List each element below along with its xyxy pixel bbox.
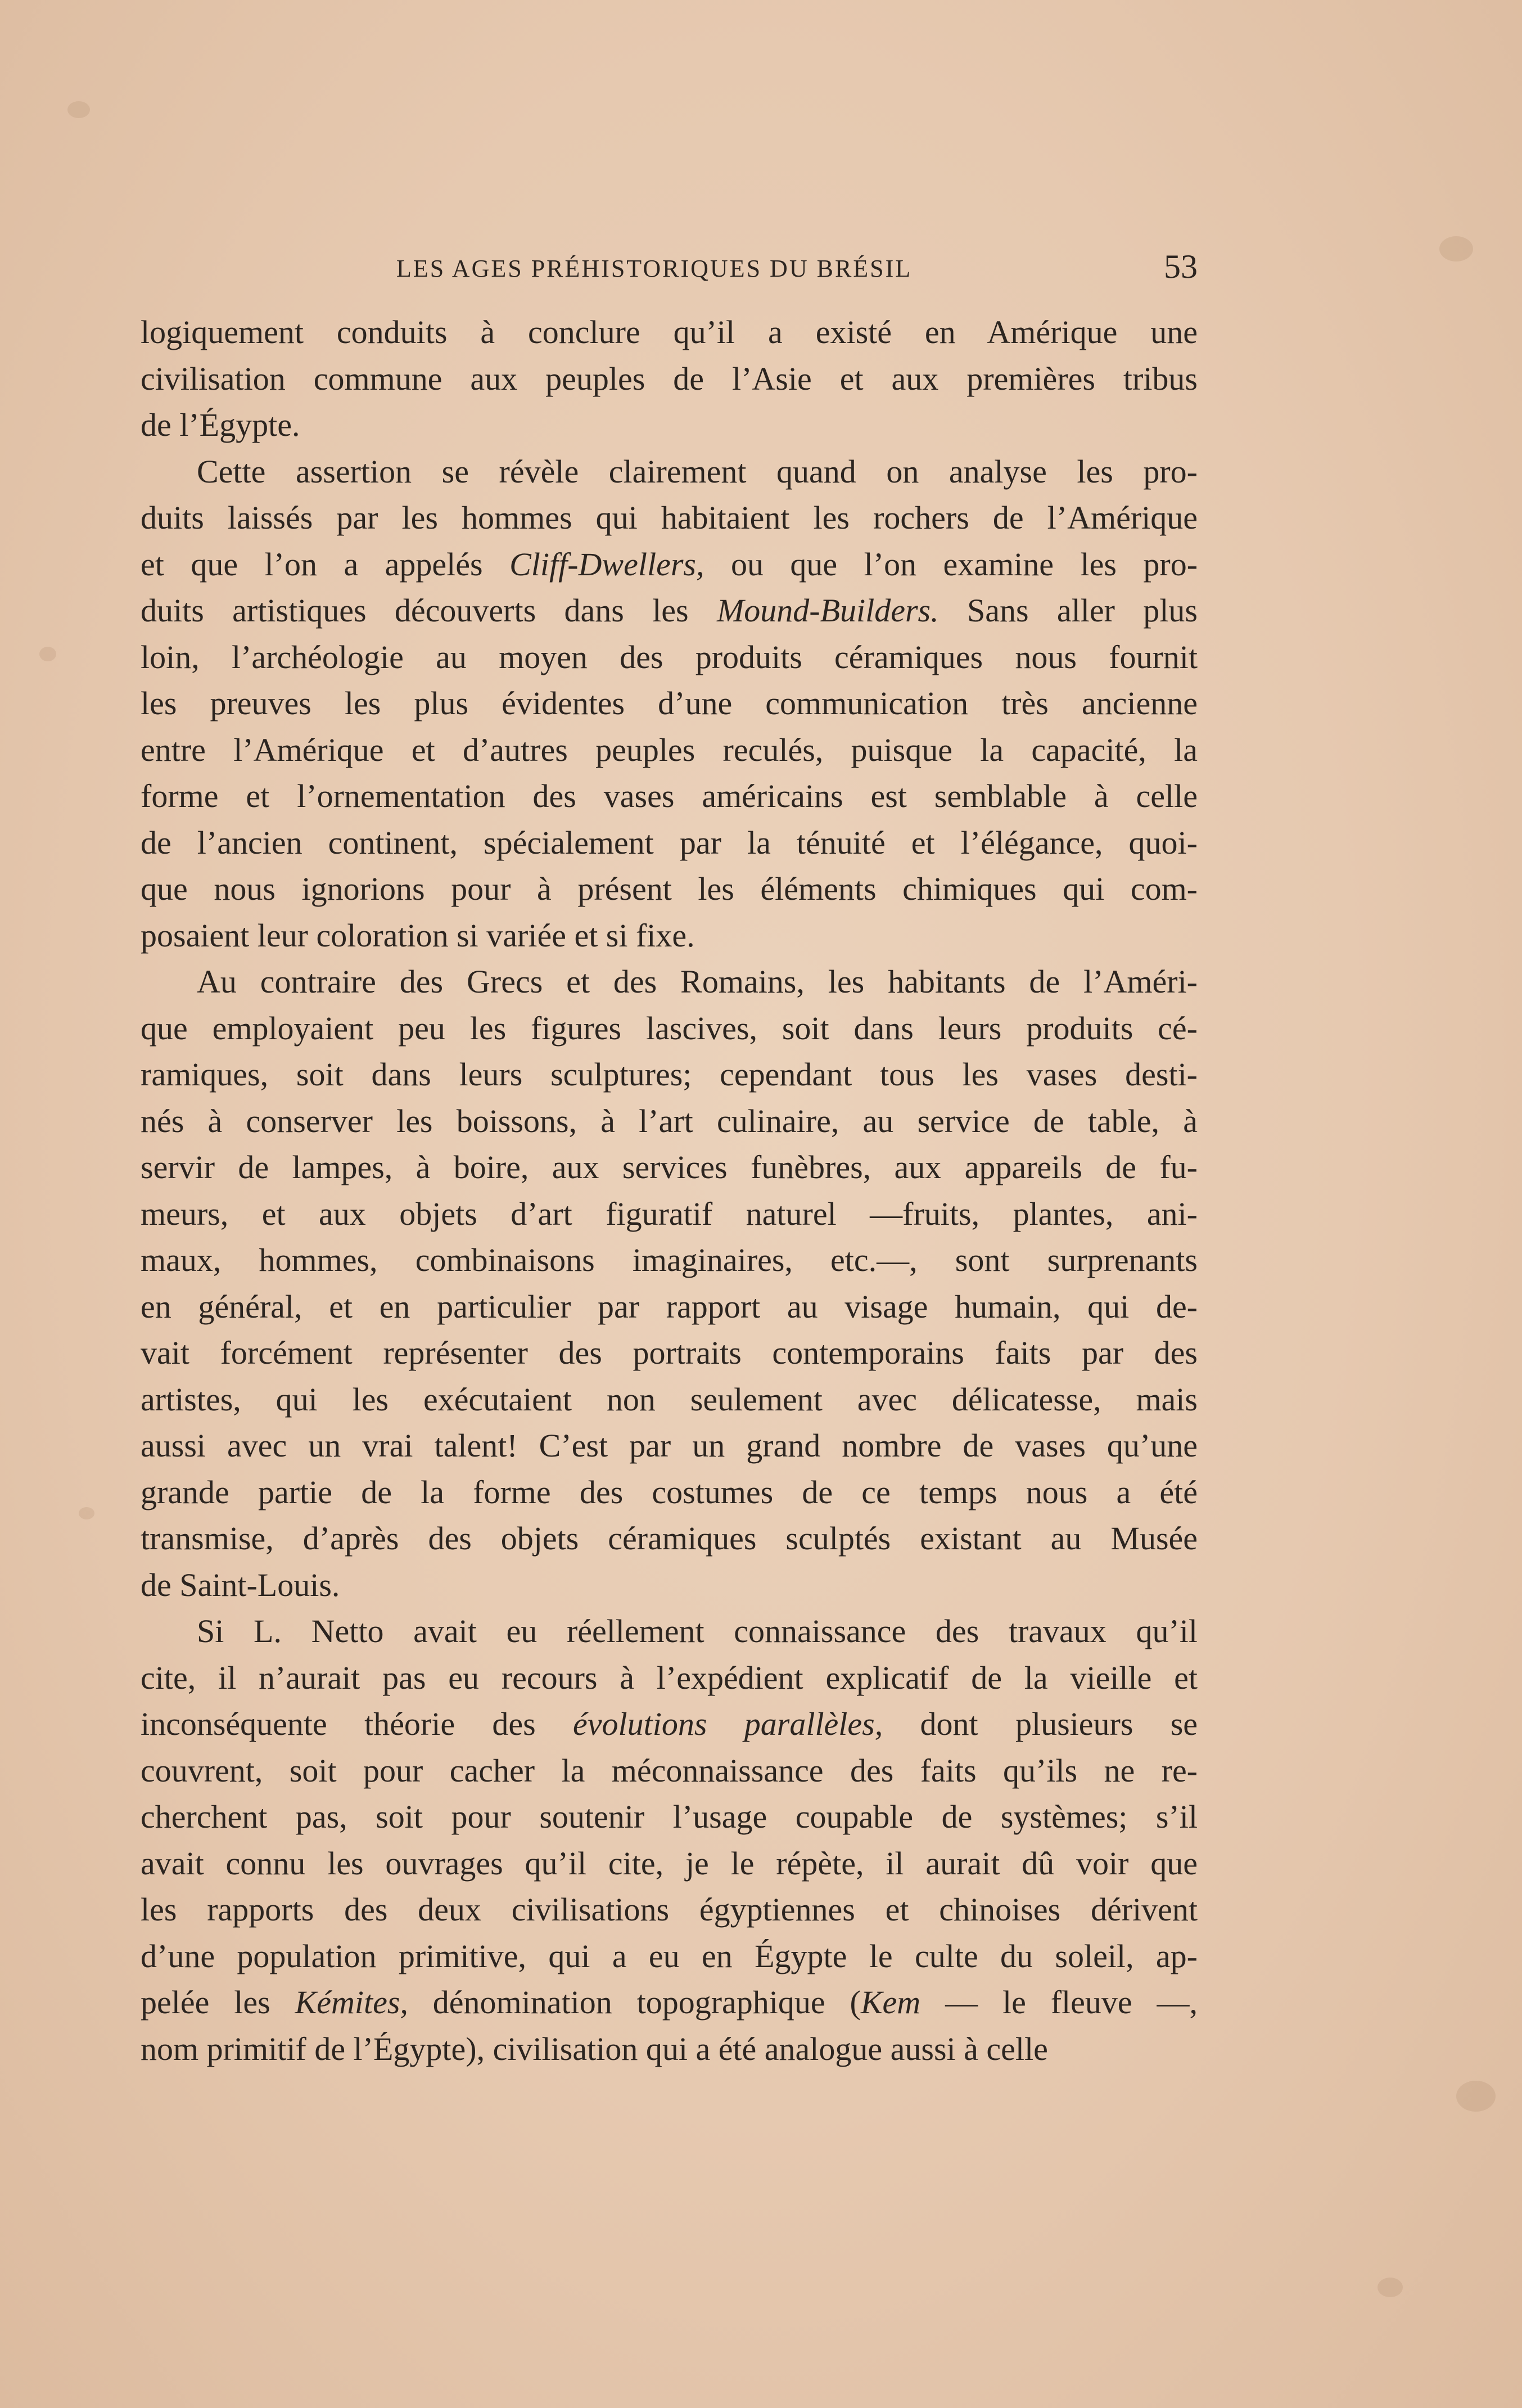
text-line: en général, et en particulier par rapport au visage humain, qui de-	[141, 1288, 1198, 1325]
text-line: avait connu les ouvrages qu’il cite, je le répète, il aurait dû voir que	[141, 1845, 1198, 1882]
text-line: Cette assertion se révèle clairement quand on analyse les pro-	[197, 453, 1198, 490]
text-segment: dénomination topographique (	[408, 1984, 861, 2021]
text-line: que employaient peu les figures lascives, soit dans leurs produits cé-	[141, 1009, 1198, 1047]
text-line	[141, 1701, 1198, 1748]
text-line: de l’Égypte.	[141, 407, 300, 443]
text-segment: — le fleuve —,	[920, 1984, 1198, 2021]
text-line: duits laissés par les hommes qui habitaient les rochers de l’Amérique	[141, 499, 1198, 536]
body-text	[141, 309, 1198, 2072]
text-line: forme et l’ornementation des vases américains est semblable à celle	[141, 778, 1198, 814]
text-line: de l’ancien continent, spécialement par la ténuité et l’élégance, quoi-	[141, 824, 1198, 861]
text-line: entre l’Amérique et d’autres peuples reculés, puisque la capacité, la	[141, 731, 1198, 768]
text-segment: Sans aller plus	[938, 592, 1198, 629]
italic-term: Kémites,	[295, 1984, 408, 2021]
running-head	[141, 247, 1198, 287]
text-line: couvrent, soit pour cacher la méconnaissance des faits qu’ils ne re-	[141, 1752, 1198, 1789]
text-line	[141, 1979, 1198, 2026]
text-segment: inconséquente théorie des	[141, 1706, 573, 1742]
text-line: logiquement conduits à conclure qu’il a existé en Amérique une	[141, 314, 1198, 350]
text-line: nom primitif de l’Égypte), civilisation qui a été analogue aussi à celle	[141, 2030, 1048, 2067]
paragraph	[141, 959, 1198, 1608]
text-line: transmise, d’après des objets céramiques sculptés existant au Musée	[141, 1520, 1198, 1557]
text-segment: duits artistiques découverts dans les	[141, 592, 717, 629]
text-line: servir de lampes, à boire, aux services funèbres, aux appareils de fu-	[141, 1149, 1198, 1185]
italic-term: Kem	[860, 1984, 921, 2021]
text-line: ramiques, soit dans leurs sculptures; cependant tous les vases desti-	[141, 1056, 1198, 1093]
text-line: meurs, et aux objets d’art figuratif naturel —fruits, plantes, ani-	[141, 1195, 1198, 1232]
italic-term: Cliff-Dwellers,	[509, 545, 704, 583]
paragraph	[141, 1608, 1198, 2072]
text-line: cherchent pas, soit pour soutenir l’usage coupable de systèmes; s’il	[141, 1798, 1198, 1835]
text-line: loin, l’archéologie au moyen des produits céramiques nous fournit	[141, 638, 1198, 675]
text-segment: dont plusieurs se	[883, 1706, 1198, 1742]
text-line: Si L. Netto avait eu réellement connaissance des travaux qu’il	[197, 1613, 1198, 1649]
text-line: nés à conserver les boissons, à l’art culinaire, au service de table, à	[141, 1102, 1198, 1139]
text-line	[141, 588, 1198, 634]
text-line: les rapports des deux civilisations égyptiennes et chinoises dérivent	[141, 1891, 1198, 1928]
text-line: artistes, qui les exécutaient non seulement avec délicatesse, mais	[141, 1381, 1198, 1418]
text-segment: ou que l’on examine les pro-	[704, 545, 1198, 583]
text-line: Au contraire des Grecs et des Romains, les habitants de l’Améri-	[197, 963, 1198, 1000]
page-number: 53	[1164, 248, 1198, 285]
italic-term: Mound-Builders.	[716, 592, 939, 629]
text-line: cite, il n’aurait pas eu recours à l’expédient explicatif de la vieille et	[141, 1659, 1198, 1696]
paragraph	[141, 309, 1198, 449]
text-line: civilisation commune aux peuples de l’Asie et aux premières tribus	[141, 360, 1198, 397]
text-line: de Saint-Louis.	[141, 1566, 340, 1603]
text-line: les preuves les plus évidentes d’une communication très ancienne	[141, 685, 1198, 722]
text-line: posaient leur coloration si variée et si fixe.	[141, 917, 695, 954]
text-line	[141, 542, 1198, 588]
text-line: maux, hommes, combinaisons imaginaires, etc.—, sont surprenants	[141, 1242, 1198, 1278]
text-line: grande partie de la forme des costumes de ce temps nous a été	[141, 1473, 1198, 1510]
running-title: LES AGES PRÉHISTORIQUES DU BRÉSIL	[396, 255, 913, 282]
italic-term: évolutions parallèles,	[573, 1706, 883, 1742]
text-line: que nous ignorions pour à présent les éléments chimiques qui com-	[141, 871, 1198, 907]
text-segment: pelée les	[141, 1984, 295, 2021]
paragraph	[141, 449, 1198, 959]
text-segment: et que l’on a appelés	[141, 545, 510, 583]
text-line: aussi avec un vrai talent! C’est par un grand nombre de vases qu’une	[141, 1427, 1198, 1464]
text-line: d’une population primitive, qui a eu en Égypte le culte du soleil, ap-	[141, 1937, 1198, 1974]
text-line: vait forcément représenter des portraits contemporains faits par des	[141, 1334, 1198, 1371]
